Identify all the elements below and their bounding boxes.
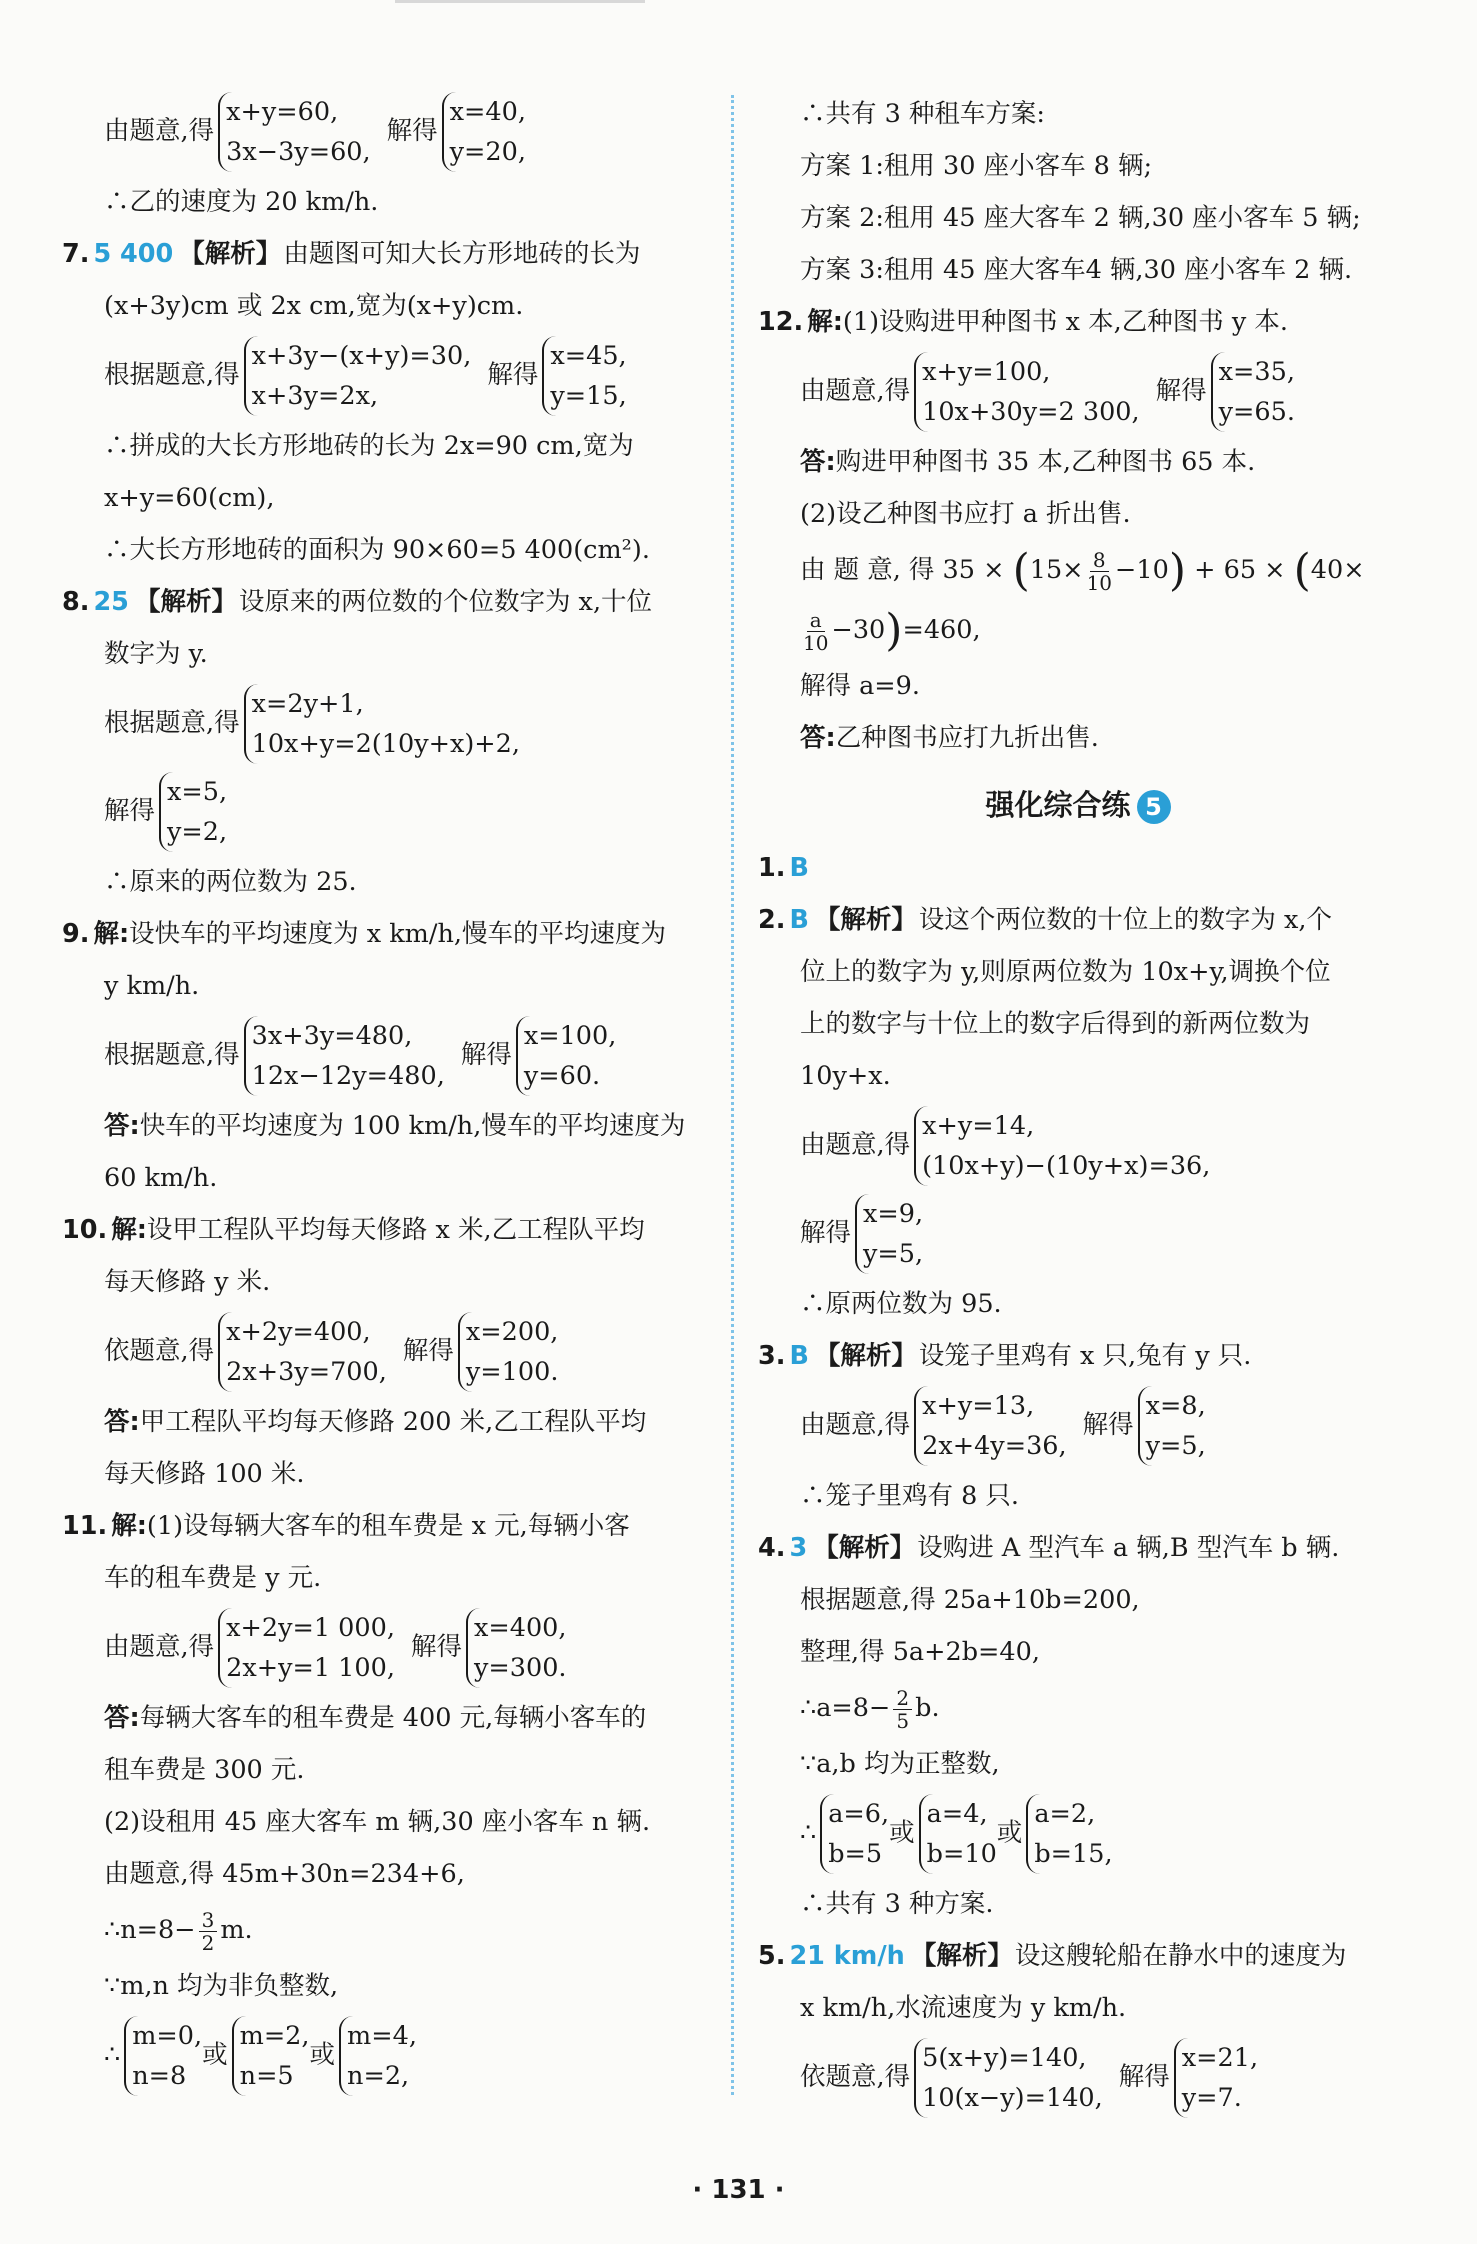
- s4-header: [758, 1522, 1398, 1574]
- s3-sol1: x=8,: [1145, 1391, 1206, 1421]
- q11-or-1: 或: [202, 2040, 228, 2070]
- q10-answer-text: 甲工程队平均每天修路 200 米,乙工程队平均: [139, 1407, 647, 1437]
- s2-solve-label: 解得: [800, 1218, 852, 1248]
- s2-text-3: 上的数字与十位上的数字后得到的新两位数为: [800, 1009, 1311, 1039]
- close-paren-1: ): [1168, 545, 1187, 596]
- s3-conclusion: ∴笼子里鸡有 8 只.: [800, 1481, 1020, 1511]
- s4-case-b: [919, 1794, 997, 1874]
- s5-header: [758, 1930, 1398, 1982]
- q12-answer-tag: 答:: [800, 447, 836, 477]
- q7-text-5: ∴大长方形地砖的面积为 90×60=5 400(cm²).: [104, 535, 650, 565]
- q12-system-line: [758, 348, 1398, 436]
- q7-text-3: ∴拼成的大长方形地砖的长为 2x=90 cm,宽为: [104, 431, 634, 461]
- s4-case-a: [820, 1794, 889, 1874]
- q10-sol2: y=100.: [465, 1357, 559, 1387]
- q11-text-4: 由题意,得 45m+30n=234+6,: [104, 1859, 465, 1889]
- s5-text: 设这艘轮船在静水中的速度为: [1014, 1941, 1347, 1971]
- s4-or-2: 或: [996, 1818, 1023, 1848]
- s4-text: 设购进 A 型汽车 a 辆,B 型汽车 b 辆.: [917, 1533, 1340, 1563]
- q11-eq-prefix: ∴n=8−: [104, 1915, 196, 1945]
- s4-case-b2: b=10: [926, 1839, 997, 1869]
- q12-frac2-num: a: [807, 609, 825, 632]
- s4-or-1: 或: [889, 1818, 915, 1848]
- s4-frac-denominator: 5: [896, 1708, 910, 1733]
- s5-sys-prefix: 依题意,得: [800, 2062, 911, 2092]
- q12-sol1: x=35,: [1218, 357, 1295, 387]
- q12-sys-prefix: 由题意,得: [800, 376, 911, 406]
- q10-answer-text-2: 每天修路 100 米.: [104, 1459, 305, 1489]
- s5-text-2: x km/h,水流速度为 y km/h.: [800, 1993, 1127, 2023]
- q9-answer-line: [62, 1100, 712, 1152]
- q7-text-2: (x+3y)cm 或 2x cm,宽为(x+y)cm.: [104, 291, 524, 321]
- q9-solution-tag: 解:: [93, 919, 130, 949]
- q9-eq2: 12x−12y=480,: [251, 1061, 445, 1091]
- s5-system-line: [758, 2034, 1398, 2122]
- s4-case-c1: a=2,: [1034, 1799, 1096, 1829]
- q11-answer-text: 每辆大客车的租车费是 400 元,每辆小客车的: [139, 1703, 647, 1733]
- s5-eq2: 10(x−y)=140,: [922, 2083, 1103, 2113]
- s3-answer: B: [789, 1341, 809, 1371]
- s4-case-a1: a=6,: [828, 1799, 890, 1829]
- s1-number: 1.: [758, 853, 786, 883]
- column-divider: [731, 95, 734, 2095]
- s3-number: 3.: [758, 1341, 786, 1371]
- q12-answer-text: 购进甲种图书 35 本,乙种图书 65 本.: [835, 447, 1256, 477]
- q9-text-2: y km/h.: [104, 971, 200, 1001]
- s4-answer: 3: [789, 1533, 808, 1563]
- q8-conclusion: ∴原来的两位数为 25.: [104, 867, 357, 897]
- q6-eq2: 3x−3y=60,: [226, 137, 371, 167]
- left-column: [62, 88, 712, 2100]
- q10-text: 设甲工程队平均每天修路 x 米,乙工程队平均: [146, 1215, 645, 1245]
- q6-solve-label: 解得: [386, 116, 438, 146]
- q11-answer-text-2: 租车费是 300 元.: [104, 1755, 305, 1785]
- q7-equation-system: [244, 336, 472, 416]
- s3-equation-system: [914, 1386, 1067, 1466]
- q6-equation-system: [218, 92, 371, 172]
- q10-sys-prefix: 依题意,得: [104, 1336, 215, 1366]
- q6-solution: [442, 92, 526, 172]
- s2-system-line: [758, 1102, 1398, 1190]
- q11-text-2: 车的租车费是 y 元.: [104, 1563, 322, 1593]
- s5-equation-system: [914, 2038, 1103, 2118]
- q7-text: 由题图可知大长方形地砖的长为: [283, 239, 641, 269]
- q12-eq-c: + 65 ×: [1186, 555, 1294, 585]
- q11-text-3: (2)设租用 45 座大客车 m 辆,30 座小客车 n 辆.: [104, 1807, 651, 1837]
- q8-answer: 25: [93, 587, 129, 617]
- q12-eq-e: −30: [831, 615, 886, 645]
- top-rule: [395, 0, 645, 3]
- page-number: · 131 ·: [692, 2175, 785, 2205]
- s4-frac-numerator: 2: [893, 1687, 912, 1710]
- section-title-text: 强化综合练: [985, 788, 1131, 822]
- q12-eq-d: 40×: [1310, 555, 1365, 585]
- s5-solution: [1174, 2038, 1258, 2118]
- s3-system-line: [758, 1382, 1398, 1470]
- s2-analysis-tag: 【解析】: [814, 905, 917, 935]
- q10-system-line: [62, 1308, 712, 1396]
- s3-header: [758, 1330, 1398, 1382]
- q12-header: [758, 296, 1398, 348]
- s4-cases-line: [758, 1790, 1398, 1878]
- q11-case-b2: n=5: [239, 2061, 294, 2091]
- s4-analysis-tag: 【解析】: [813, 1533, 916, 1563]
- s3-eq1: x+y=13,: [922, 1391, 1035, 1421]
- close-paren-2: ): [885, 605, 903, 656]
- q12-frac1-den: 10: [1086, 570, 1113, 595]
- q11-case-b: [232, 2016, 310, 2096]
- q8-text-2: 数字为 y.: [104, 639, 208, 669]
- s4-text-2: 根据题意,得 25a+10b=200,: [800, 1585, 1140, 1615]
- q9-eq1: 3x+3y=480,: [251, 1021, 413, 1051]
- q7-system-line: [62, 332, 712, 420]
- s4-eq-prefix: ∴a=8−: [800, 1693, 891, 1723]
- q12-answer-line-2: [758, 712, 1398, 764]
- s2-answer: B: [789, 905, 809, 935]
- s4-text-3: 整理,得 5a+2b=40,: [800, 1637, 1040, 1667]
- q9-sys-prefix: 根据题意,得: [104, 1040, 240, 1070]
- q9-header: [62, 908, 712, 960]
- s2-text: 设这个两位数的十位上的数字为 x,个: [918, 905, 1332, 935]
- s2-text-4: 10y+x.: [800, 1061, 891, 1091]
- q11-eq-suffix: m.: [220, 1915, 253, 1945]
- q12-eq-a: 15×: [1029, 555, 1084, 585]
- open-paren-2: (: [1293, 545, 1311, 596]
- q7-text-4: x+y=60(cm),: [104, 483, 275, 513]
- q12-eq2: 10x+30y=2 300,: [922, 397, 1140, 427]
- q8-sys-prefix: 根据题意,得: [104, 708, 240, 738]
- q8-analysis-tag: 【解析】: [134, 587, 237, 617]
- s5-sol2: y=7.: [1181, 2083, 1242, 2113]
- q8-solve-label: 解得: [104, 796, 156, 826]
- q12-sol2: y=65.: [1218, 397, 1295, 427]
- s2-number: 2.: [758, 905, 786, 935]
- q11-solution-tag: 解:: [111, 1511, 147, 1541]
- q10-sol1: x=200,: [465, 1317, 559, 1347]
- q10-header: [62, 1204, 712, 1256]
- q12-solution-tag: 解:: [807, 307, 843, 337]
- q12-eq-f: =460,: [902, 615, 981, 645]
- q11-answer-line: [62, 1692, 712, 1744]
- q8-eq2: 10x+y=2(10y+x)+2,: [251, 729, 520, 759]
- q12-answer-line: [758, 436, 1398, 488]
- q8-header: [62, 576, 712, 628]
- q11-case-b1: m=2,: [239, 2021, 310, 2051]
- s2-sol1: x=9,: [863, 1199, 924, 1229]
- s3-sol2: y=5,: [1145, 1431, 1206, 1461]
- s1-answer: B: [789, 853, 809, 883]
- q7-solution: [542, 336, 626, 416]
- right-column: [758, 88, 1398, 2122]
- section-title: [758, 770, 1398, 840]
- q11-solution: [466, 1608, 567, 1688]
- q9-number: 9.: [62, 919, 90, 949]
- q9-text: 设快车的平均速度为 x km/h,慢车的平均速度为: [129, 919, 666, 949]
- s5-solve-label: 解得: [1118, 2062, 1170, 2092]
- q10-eq1: x+2y=400,: [226, 1317, 371, 1347]
- q9-answer-text: 快车的平均速度为 100 km/h,慢车的平均速度为: [139, 1111, 686, 1141]
- q11-therefore: ∴: [104, 2040, 121, 2070]
- s4-text-5: ∵a,b 均为正整数,: [800, 1749, 1000, 1779]
- q12-text-3: 解得 a=9.: [800, 671, 921, 701]
- q11-fraction-line: [62, 1900, 712, 1960]
- q12-eq-b: −10: [1115, 555, 1169, 585]
- q8-text: 设原来的两位数的个位数字为 x,十位: [238, 587, 653, 617]
- q11-case-c2: n=2,: [347, 2061, 410, 2091]
- q6-system-line: [62, 88, 712, 176]
- q7-sol1: x=45,: [550, 341, 627, 371]
- q11-plan-1: 方案 1:租用 30 座小客车 8 辆;: [800, 151, 1153, 181]
- s2-sys-prefix: 由题意,得: [800, 1130, 911, 1160]
- q7-eq2: x+3y=2x,: [251, 381, 379, 411]
- q12-text: (1)设购进甲种图书 x 本,乙种图书 y 本.: [842, 307, 1288, 337]
- q11-eq2: 2x+y=1 100,: [226, 1653, 395, 1683]
- q6-eq1: x+y=60,: [226, 97, 339, 127]
- q11-eq1: x+2y=1 000,: [226, 1613, 395, 1643]
- s4-case-c2: b=15,: [1034, 1839, 1113, 1869]
- q11-answer-tag: 答:: [104, 1703, 140, 1733]
- q11-case-c1: m=4,: [347, 2021, 417, 2051]
- q12-solve-label: 解得: [1155, 376, 1207, 406]
- s4-therefore: ∴: [800, 1818, 817, 1848]
- q12-fraction-1: [1087, 549, 1112, 594]
- q12-frac2-den: 10: [803, 630, 829, 655]
- q12-answer-text-2: 乙种图书应打九折出售.: [835, 723, 1099, 753]
- q12-fraction-2: [803, 609, 828, 654]
- s3-sys-prefix: 由题意,得: [800, 1410, 911, 1440]
- q12-equation-system: [914, 352, 1140, 432]
- q7-sol2: y=15,: [550, 381, 627, 411]
- q12-equation-line: [758, 540, 1398, 600]
- q11-header: [62, 1500, 712, 1552]
- q11-number: 11.: [62, 1511, 108, 1541]
- s2-eq2: (10x+y)−(10y+x)=36,: [922, 1151, 1211, 1181]
- q10-eq2: 2x+3y=700,: [226, 1357, 387, 1387]
- q12-solution: [1211, 352, 1295, 432]
- s3-analysis-tag: 【解析】: [814, 1341, 917, 1371]
- q8-system-line: [62, 680, 712, 768]
- q11-plan-2: 方案 2:租用 45 座大客车 2 辆,30 座小客车 5 辆;: [800, 203, 1361, 233]
- s2-text-2: 位上的数字为 y,则原两位数为 10x+y,调换个位: [800, 957, 1331, 987]
- q9-equation-system: [244, 1016, 445, 1096]
- q12-equation-line-2: [758, 600, 1398, 660]
- s2-equation-system: [914, 1106, 1210, 1186]
- q8-equation-system: [244, 684, 520, 764]
- q11-system-line: [62, 1604, 712, 1692]
- s4-number: 4.: [758, 1533, 786, 1563]
- s4-eq-suffix: b.: [915, 1693, 940, 1723]
- q10-answer-tag: 答:: [104, 1407, 140, 1437]
- q11-text: (1)设每辆大客车的租车费是 x 元,每辆小客: [146, 1511, 630, 1541]
- s2-sol2: y=5,: [863, 1239, 924, 1269]
- q11-case-c: [339, 2016, 417, 2096]
- s3-solution: [1138, 1386, 1206, 1466]
- q12-eq-prefix: 由 题 意, 得 35 ×: [800, 555, 1013, 585]
- s4-fraction: [893, 1687, 912, 1732]
- q11-case-a1: m=0,: [132, 2021, 203, 2051]
- q10-equation-system: [218, 1312, 387, 1392]
- q10-text-2: 每天修路 y 米.: [104, 1267, 271, 1297]
- q11-plans-intro: ∴共有 3 种租车方案:: [800, 99, 1046, 129]
- q10-answer-line: [62, 1396, 712, 1448]
- q8-solution: [159, 772, 227, 852]
- s3-text: 设笼子里鸡有 x 只,兔有 y 只.: [918, 1341, 1252, 1371]
- q11-case-a: [124, 2016, 202, 2096]
- s4-case-a2: b=5: [828, 1839, 883, 1869]
- section-number-badge: 5: [1137, 790, 1171, 824]
- q12-eq1: x+y=100,: [922, 357, 1051, 387]
- q11-or-2: 或: [309, 2040, 336, 2070]
- q6-sys-prefix: 由题意,得: [104, 116, 215, 146]
- q10-solution: [458, 1312, 559, 1392]
- q7-sys-prefix: 根据题意,得: [104, 360, 240, 390]
- s3-eq2: 2x+4y=36,: [922, 1431, 1067, 1461]
- q8-eq1: x=2y+1,: [251, 689, 364, 719]
- s4-case-c: [1026, 1794, 1112, 1874]
- q11-text-6: ∵m,n 均为非负整数,: [104, 1971, 339, 2001]
- q9-system-line: [62, 1012, 712, 1100]
- s5-number: 5.: [758, 1941, 786, 1971]
- q11-solve-label: 解得: [410, 1632, 462, 1662]
- q9-solution: [516, 1016, 617, 1096]
- q8-sol2: y=2,: [167, 817, 228, 847]
- q7-solve-label: 解得: [487, 360, 539, 390]
- q7-eq1: x+3y−(x+y)=30,: [251, 341, 472, 371]
- q11-frac-denominator: 2: [201, 1930, 215, 1955]
- s2-header: [758, 894, 1398, 946]
- s5-eq1: 5(x+y)=140,: [922, 2043, 1087, 2073]
- q9-sol2: y=60.: [523, 1061, 601, 1091]
- q11-fraction: [199, 1909, 218, 1954]
- q9-solve-label: 解得: [460, 1040, 512, 1070]
- q12-answer-tag-2: 答:: [800, 723, 836, 753]
- q10-number: 10.: [62, 1215, 108, 1245]
- q11-sol2: y=300.: [473, 1653, 567, 1683]
- q6-conclusion: ∴乙的速度为 20 km/h.: [104, 187, 379, 217]
- s2-solution-line: [758, 1190, 1398, 1278]
- q12-frac1-num: 8: [1090, 549, 1109, 572]
- q10-solve-label: 解得: [402, 1336, 454, 1366]
- s1-line: [758, 842, 1398, 894]
- q7-analysis-tag: 【解析】: [179, 239, 282, 269]
- q9-answer-text-2: 60 km/h.: [104, 1163, 218, 1193]
- s4-conclusion: ∴共有 3 种方案.: [800, 1889, 994, 1919]
- s5-answer: 21 km/h: [789, 1941, 905, 1971]
- q8-sol1: x=5,: [167, 777, 228, 807]
- q6-sol1: x=40,: [449, 97, 526, 127]
- q8-number: 8.: [62, 587, 90, 617]
- q9-answer-tag: 答:: [104, 1111, 140, 1141]
- q6-sol2: y=20,: [449, 137, 526, 167]
- s3-solve-label: 解得: [1082, 1410, 1134, 1440]
- q11-plan-3: 方案 3:租用 45 座大客车4 辆,30 座小客车 2 辆.: [800, 255, 1353, 285]
- s5-analysis-tag: 【解析】: [910, 1941, 1013, 1971]
- q11-cases-line: [62, 2012, 712, 2100]
- q11-sol1: x=400,: [473, 1613, 567, 1643]
- q12-text-2: (2)设乙种图书应打 a 折出售.: [800, 499, 1131, 529]
- q10-solution-tag: 解:: [111, 1215, 147, 1245]
- q11-equation-system: [218, 1608, 395, 1688]
- q8-solution-line: [62, 768, 712, 856]
- q7-header: [62, 228, 712, 280]
- q11-case-a2: n=8: [132, 2061, 187, 2091]
- q9-sol1: x=100,: [523, 1021, 617, 1051]
- s2-solution: [855, 1194, 923, 1274]
- s4-fraction-line: [758, 1678, 1398, 1738]
- s4-case-b1: a=4,: [926, 1799, 988, 1829]
- q7-answer: 5 400: [93, 239, 174, 269]
- q11-sys-prefix: 由题意,得: [104, 1632, 215, 1662]
- s5-sol1: x=21,: [1181, 2043, 1259, 2073]
- q11-frac-numerator: 3: [199, 1909, 218, 1932]
- open-paren-1: (: [1012, 545, 1030, 596]
- s2-eq1: x+y=14,: [922, 1111, 1035, 1141]
- q12-number: 12.: [758, 307, 804, 337]
- s2-conclusion: ∴原两位数为 95.: [800, 1289, 1002, 1319]
- q7-number: 7.: [62, 239, 90, 269]
